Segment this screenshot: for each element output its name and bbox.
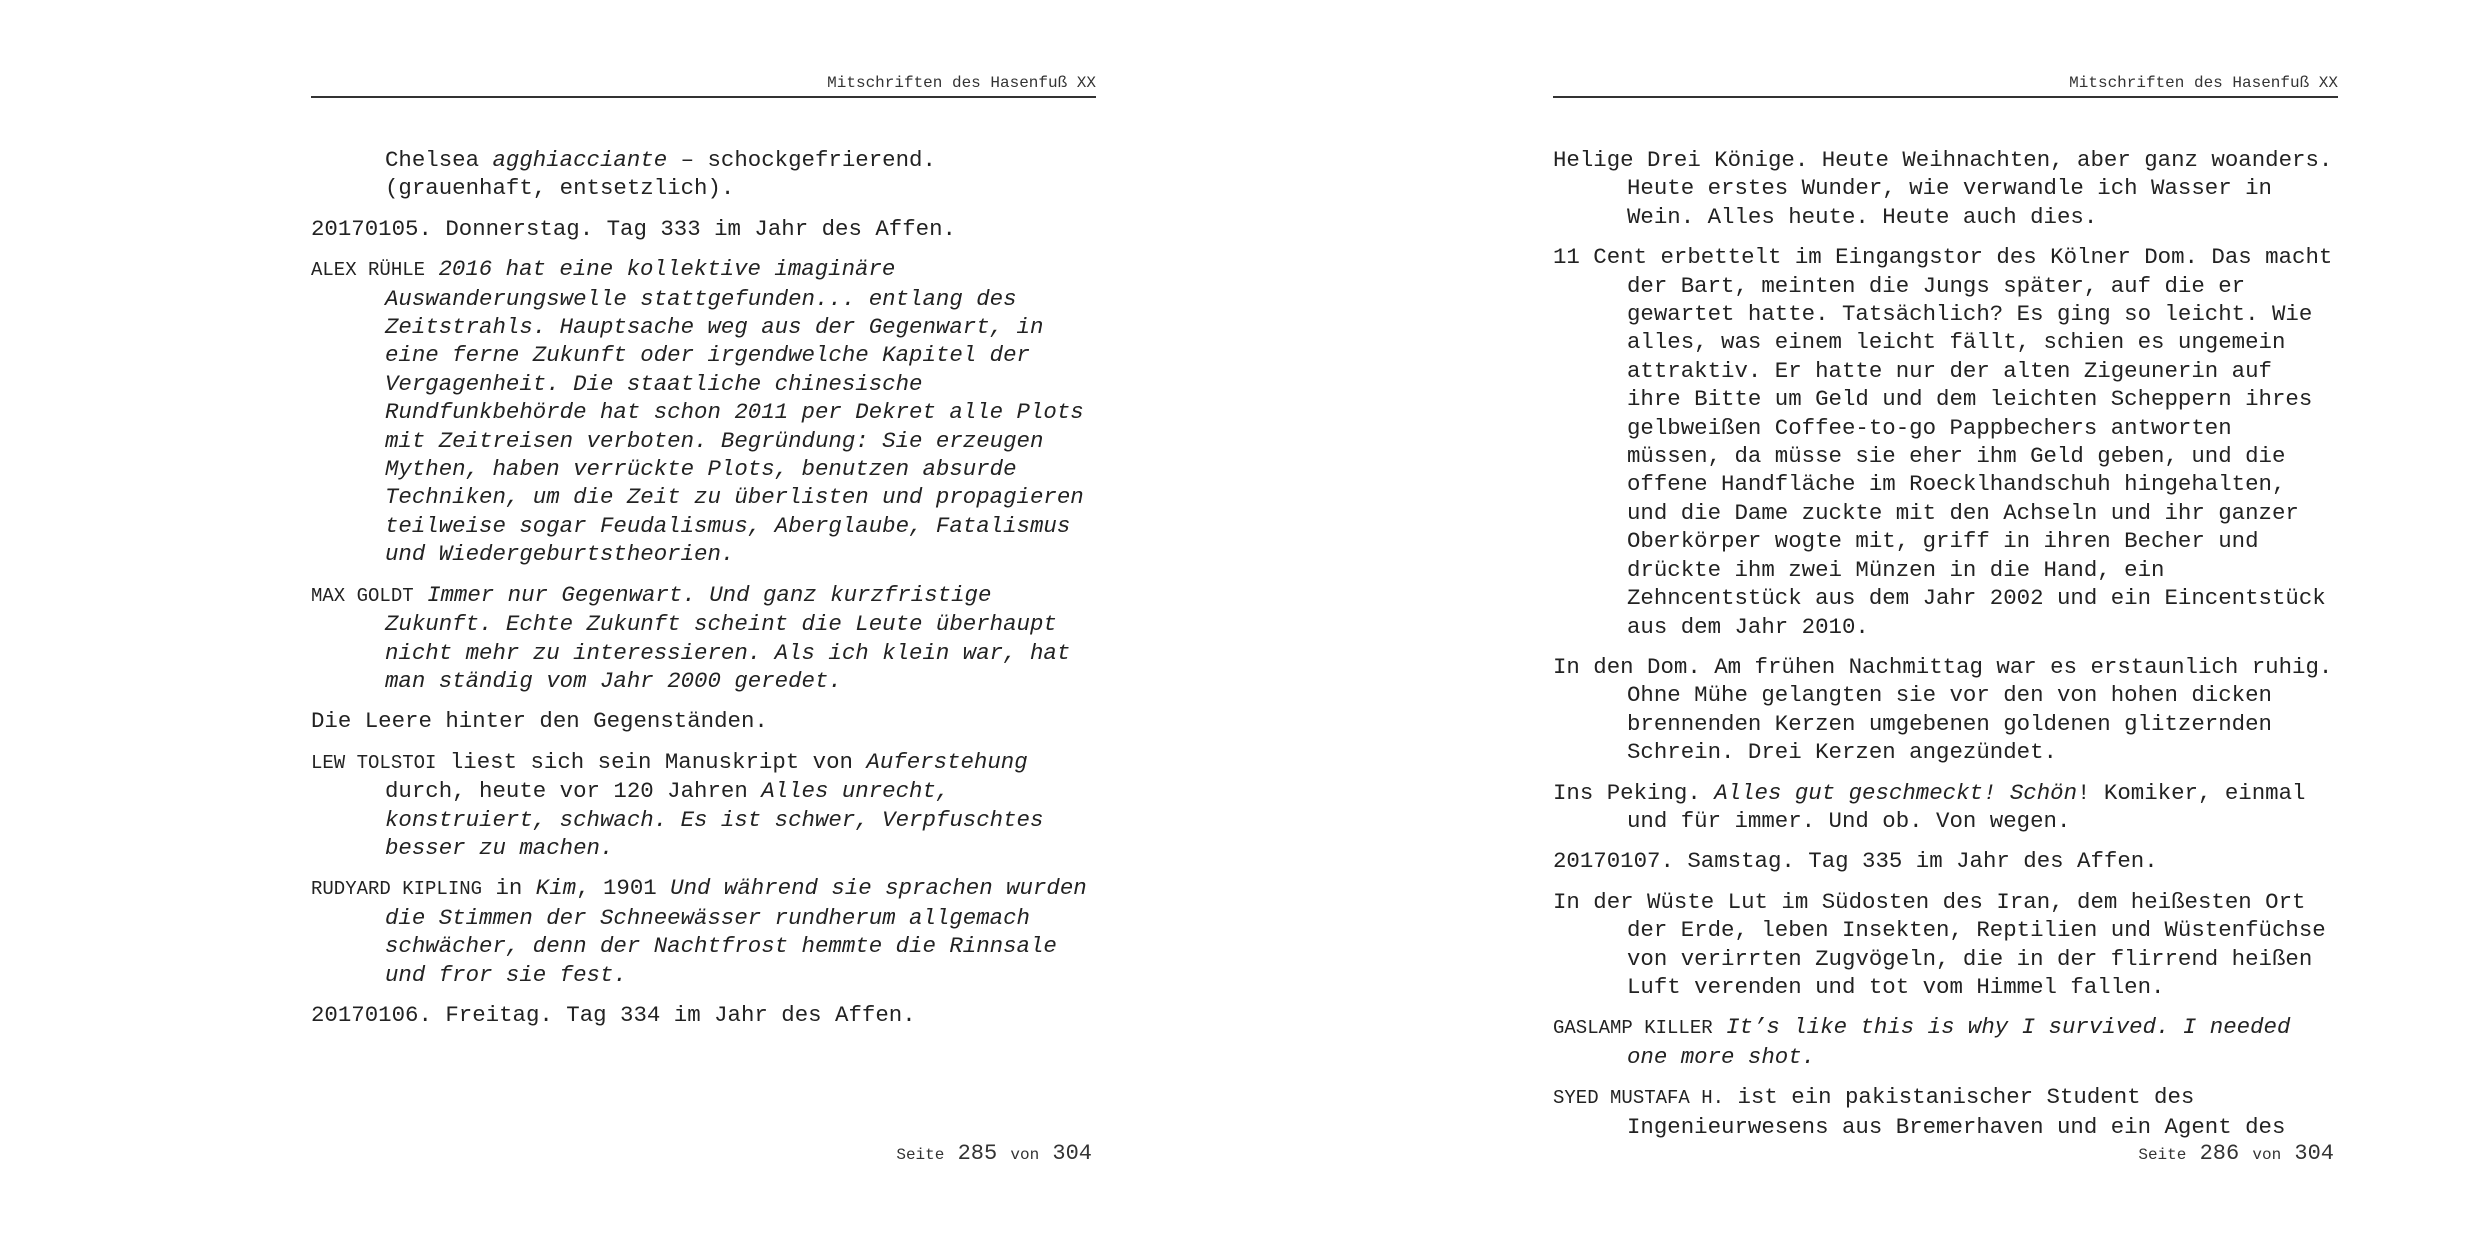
paragraph (1553, 779, 2338, 836)
speaker-name: SYED MUSTAFA H. (1553, 1087, 1725, 1110)
page-body (311, 146, 1096, 1041)
text-run: Chelsea (385, 147, 493, 173)
paragraph (1553, 847, 2338, 875)
italic-text: It’s like this is why I survived. I needed one more shot. (1627, 1014, 2291, 1070)
text-run: ! Komiker, einmal und für immer. Und ob. Von wegen. (1627, 779, 2306, 834)
folio-total: 304 (1052, 1141, 1092, 1166)
paragraph (1553, 146, 2338, 231)
text-run: durch, heute vor 120 Jahren (385, 778, 762, 805)
italic-text: Und während sie sprachen wurden die Stimmen der Schneewässer rundherum allgemach schwächer, denn der Nachtfrost hemmte die Rinnsale und fror sie fest. (385, 875, 1087, 988)
paragraph (1553, 1013, 2338, 1071)
paragraph (311, 581, 1096, 696)
paragraph (311, 1001, 1096, 1029)
text-run: 20170106. Freitag. Tag 334 im Jahr des Affen. (311, 1001, 916, 1028)
text-run: Die Leere hinter den Gegenständen. (311, 708, 768, 735)
text-run: Ins Peking. (1553, 779, 1715, 806)
folio-of: von (1010, 1146, 1040, 1164)
text-run: , 1901 (576, 875, 671, 902)
italic-text: Auferstehung (866, 748, 1028, 775)
italic-text: Immer nur Gegenwart. Und ganz kurzfristige Zukunft. Echte Zukunft scheint die Leute überhaupt nicht mehr zu interessieren. Als ich klein war, hat man ständig vom Jahr 2000 geredet. (385, 581, 1071, 694)
text-run (1713, 1014, 1726, 1040)
speaker-name: RUDYARD KIPLING (311, 878, 483, 901)
paragraph (1553, 1083, 2338, 1141)
italic-text: agghiacciante (492, 147, 668, 173)
folio-of: von (2252, 1146, 2282, 1164)
italic-text: Kim (535, 875, 577, 902)
text-run: in (482, 875, 536, 902)
italic-text: 2016 hat eine kollektive imaginäre Auswanderungswelle stattgefunden... entlang des Zeitstrahls. Hauptsache weg aus der Gegenwart, in eine ferne Zukunft oder irgendwelche Kapitel der Vergagenheit. Die staatliche chinesische Rundfunkbehörde hat schon 2011 per Dekret alle Plots mit Zeitreisen verboten. Begründung: Sie erzeugen Mythen, haben verrückte Plots, benutzen absurde Techniken, um die Zeit zu überlisten und propagieren teilweise sogar Feudalismus, Aberglaube, Fatalismus und Wiedergeburtstheorien. (385, 256, 1084, 568)
right-page (1553, 0, 2338, 1240)
paragraph (1553, 888, 2338, 1002)
left-page (311, 0, 1096, 1240)
page-number (896, 1140, 1092, 1169)
text-run: – schockgefrierend. (grauenhaft, entsetzlich). (385, 147, 936, 202)
paragraph (311, 215, 1096, 243)
text-run (425, 256, 438, 282)
page-body (1553, 146, 2338, 1153)
running-head: Mitschriften des Hasenfuß XX (2069, 74, 2338, 92)
speaker-name: GASLAMP KILLER (1553, 1017, 1713, 1040)
page-number (2138, 1140, 2334, 1169)
text-run (414, 582, 427, 608)
text-run: ist ein pakistanischer Student des Ingenieurwesens aus Bremerhaven und ein Agent des (1627, 1084, 2286, 1140)
header-rule (311, 96, 1096, 98)
italic-text: Alles unrecht, konstruiert, schwach. Es ist schwer, Verpfuschtes besser zu machen. (385, 778, 1044, 861)
italic-text: Alles gut geschmeckt! Schön (1714, 779, 2078, 806)
text-run: Helige Drei Könige. Heute Weihnachten, aber ganz woanders. Heute erstes Wunder, wie verwandle ich Wasser in Wein. Alles heute. Heute auch dies. (1553, 147, 2333, 230)
paragraph (311, 255, 1096, 568)
header-rule (1553, 96, 2338, 98)
folio-number: 286 (2199, 1141, 2240, 1166)
folio-number: 285 (957, 1141, 998, 1166)
running-head: Mitschriften des Hasenfuß XX (827, 74, 1096, 92)
folio-total: 304 (2294, 1141, 2334, 1166)
paragraph (1553, 243, 2338, 641)
speaker-name: ALEX RÜHLE (311, 259, 426, 282)
paragraph (311, 146, 1096, 203)
paragraph (311, 874, 1096, 989)
folio-label: Seite (2138, 1146, 2187, 1164)
speaker-name: MAX GOLDT (311, 584, 414, 607)
text-run: 20170105. Donnerstag. Tag 333 im Jahr des Affen. (311, 215, 956, 242)
paragraph (311, 707, 1096, 735)
speaker-name: LEW TOLSTOI (311, 751, 437, 774)
text-run: In den Dom. Am frühen Nachmittag war es erstaunlich ruhig. Ohne Mühe gelangten sie vor den von hohen dicken brennenden Kerzen umgebenen goldenen glitzernden Schrein. Drei Kerzen angezündet. (1553, 653, 2333, 766)
paragraph (1553, 653, 2338, 767)
text-run: In der Wüste Lut im Südosten des Iran, dem heißesten Ort der Erde, leben Insekten, Reptilien und Wüstenfüchse von verirrten Zugvögeln, die in der flirrend heißen Luft verenden und tot vom Himmel fallen. (1553, 888, 2326, 1000)
paragraph (311, 748, 1096, 863)
text-run: 20170107. Samstag. Tag 335 im Jahr des Affen. (1553, 848, 2158, 875)
folio-label: Seite (896, 1146, 945, 1164)
text-run: 11 Cent erbettelt im Eingangstor des Kölner Dom. Das macht der Bart, meinten die Jungs später, auf die er gewartet hatte. Tatsächlich? Es ging so leicht. Wie alles, was einem leicht fällt, schien es ungemein attraktiv. Er hatte nur der alten Zigeunerin auf ihre Bitte um Geld und dem leichten Scheppern ihres gelbweißen Coffee-to-go Pappbechers antworten müssen, da müsse sie eher ihm Geld geben, und die offene Handfläche im Roecklhandschuh hingehalten, und die Dame zuckte mit den Achseln und ihr ganzer Oberkörper wogte mit, griff in ihren Becher und drückte ihm zwei Münzen in die Hand, ein Zehncentstück aus dem Jahr 2002 und ein Eincentstück aus dem Jahr 2010. (1553, 244, 2333, 640)
text-run: liest sich sein Manuskript von (436, 748, 867, 775)
